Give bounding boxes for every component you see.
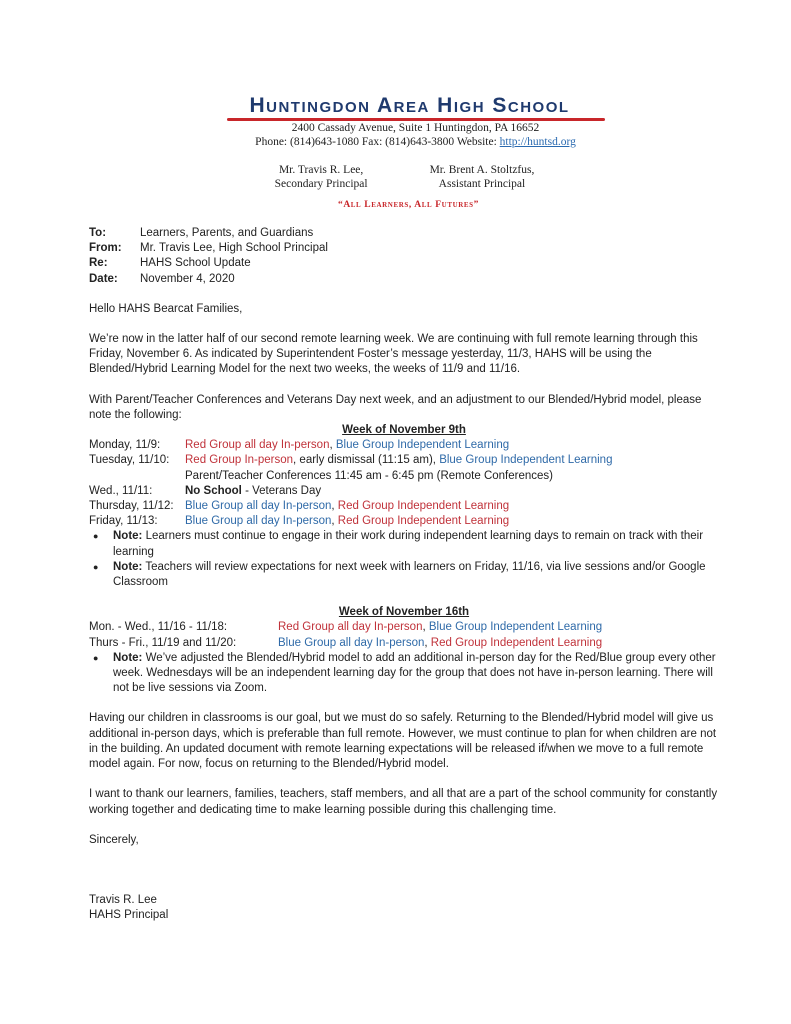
memo-value: Learners, Parents, and Guardians xyxy=(140,227,314,239)
paragraph-thanks: I want to thank our learners, families, teachers, staff members, and all that are a part of the school community for constantly working together and dedicating time to make learning possible during this challenging time. xyxy=(89,788,718,816)
red-group-text: Red Group all day In-person xyxy=(185,439,330,452)
memo-to xyxy=(89,226,719,241)
red-group-text: Red Group Independent Learning xyxy=(337,515,510,528)
blue-group-text: Blue Group Independent Learning xyxy=(428,621,603,634)
principals xyxy=(18,163,791,191)
motto: “All Learners, All Futures” xyxy=(337,200,480,210)
memo-from xyxy=(89,241,719,256)
memo-label: Date: xyxy=(89,272,118,285)
separator: , xyxy=(422,621,429,634)
red-group-text: Red Group Independent Learning xyxy=(337,500,510,513)
memo-value: HAHS School Update xyxy=(140,257,251,270)
week2-notes xyxy=(89,651,719,697)
red-group-text: Red Group Independent Learning xyxy=(430,636,603,649)
week2-title: Week of November 16th xyxy=(338,606,470,619)
website-link[interactable]: http://huntsd.org xyxy=(499,136,576,148)
principal-name: Mr. Travis R. Lee, xyxy=(278,164,364,176)
note-item xyxy=(89,529,719,559)
schedule-day: Monday, 11/9: xyxy=(89,439,161,452)
signature-title: HAHS Principal xyxy=(89,909,169,922)
week1-title: Week of November 9th xyxy=(342,424,466,437)
week1-notes xyxy=(89,529,719,590)
conference-info: Parent/Teacher Conferences 11:45 am - 6:45 pm (Remote Conferences) xyxy=(185,469,553,482)
blue-group-text: Blue Group all day In-person xyxy=(278,636,425,649)
schedule-day: Thursday, 11/12: xyxy=(89,500,174,513)
memo-value: November 4, 2020 xyxy=(140,272,235,285)
contact-line xyxy=(40,135,791,149)
schedule-row-extra xyxy=(89,469,719,484)
note-label: Note: xyxy=(113,530,143,543)
note-item xyxy=(89,651,719,697)
school-address: 2400 Cassady Avenue, Suite 1 Huntingdon, PA 16652 xyxy=(291,122,540,134)
separator: , early dismissal (11:15 am), xyxy=(293,454,440,467)
schedule-row xyxy=(89,499,719,514)
schedule-row xyxy=(89,636,719,651)
note-text: Teachers will review expectations for next week with learners on Friday, 11/16, via live sessions and/or Google Classroom xyxy=(113,560,706,589)
principal xyxy=(275,163,368,191)
paragraph-note: With Parent/Teacher Conferences and Veterans Day next week, and an adjustment to our Blended/Hybrid model, please note the following: xyxy=(89,393,702,421)
schedule-row xyxy=(89,453,719,468)
red-group-text: Red Group all day In-person xyxy=(278,621,423,634)
paragraph-intro: We’re now in the latter half of our second remote learning week. We are continuing with full remote learning through this Friday, November 6. As indicated by Superintendent Foster’s message yesterday, 11/3, HAHS will be using the Blended/Hybrid Learning Model for the next two weeks, the weeks of 11/9 and 11/16. xyxy=(89,333,698,376)
no-school-label: No School xyxy=(185,484,242,497)
blue-group-text: Blue Group all day In-person xyxy=(185,500,332,513)
schedule-row xyxy=(89,620,719,635)
separator: , xyxy=(329,439,336,452)
blue-group-text: Blue Group all day In-person xyxy=(185,515,332,528)
memo-value: Mr. Travis Lee, High School Principal xyxy=(140,242,328,255)
separator: , xyxy=(331,515,338,528)
schedule-row xyxy=(89,484,719,499)
letterhead xyxy=(0,94,791,210)
note-label: Note: xyxy=(113,651,143,664)
separator: , xyxy=(424,636,431,649)
note-text: Learners must continue to engage in their work during independent learning days to remain on track with their learning xyxy=(113,530,704,558)
holiday-text: - Veterans Day xyxy=(241,484,322,497)
memo-label: Re: xyxy=(89,257,108,270)
blue-group-text: Blue Group Independent Learning xyxy=(335,439,510,452)
blue-group-text: Blue Group Independent Learning xyxy=(439,454,613,467)
memo-date xyxy=(89,272,719,287)
schedule-day: Friday, 11/13: xyxy=(89,515,158,528)
principal-title: Secondary Principal xyxy=(274,178,368,190)
schedule-day: Thurs - Fri., 11/19 and 11/20: xyxy=(89,636,237,649)
schedule-day: Mon. - Wed., 11/16 - 11/18: xyxy=(89,621,228,634)
assistant-name: Mr. Brent A. Stoltzfus, xyxy=(429,164,535,176)
schedule-row xyxy=(89,514,719,529)
closing: Sincerely, xyxy=(89,833,139,846)
phone-fax: Phone: (814)643-1080 Fax: (814)643-3800 Website: xyxy=(255,136,500,148)
assistant-principal xyxy=(430,163,535,191)
memo-re xyxy=(89,256,719,271)
greeting: Hello HAHS Bearcat Families, xyxy=(89,302,243,315)
schedule-day: Wed., 11/11: xyxy=(89,484,153,497)
letter-content xyxy=(89,226,719,923)
assistant-title: Assistant Principal xyxy=(438,178,526,190)
school-name: Huntingdon Area High School xyxy=(249,94,570,117)
note-label: Note: xyxy=(113,560,143,573)
memo-label: To: xyxy=(89,227,107,239)
paragraph-safety: Having our children in classrooms is our goal, but we must do so safely. Returning to the Blended/Hybrid model will give us additional in-person days, which is preferable than full remote. However, we must continue to plan for when children are not in the building. An updated document with remote learning expectations will be released if/when we move to a full remote model again. For now, focus on returning to the Blended/Hybrid model. xyxy=(89,712,717,771)
note-item xyxy=(89,560,719,590)
note-text: We’ve adjusted the Blended/Hybrid model to add an additional in-person day for the Red/Blue group every other week. Wednesdays will be an independent learning day for the group that does not have in-person learning. There will not be live sessions via Zoom. xyxy=(113,651,716,695)
separator: , xyxy=(331,500,338,513)
signature-name: Travis R. Lee xyxy=(89,893,157,906)
red-group-text: Red Group In-person xyxy=(185,454,294,467)
schedule-row xyxy=(89,438,719,453)
schedule-day: Tuesday, 11/10: xyxy=(89,454,170,467)
memo-label: From: xyxy=(89,242,122,255)
